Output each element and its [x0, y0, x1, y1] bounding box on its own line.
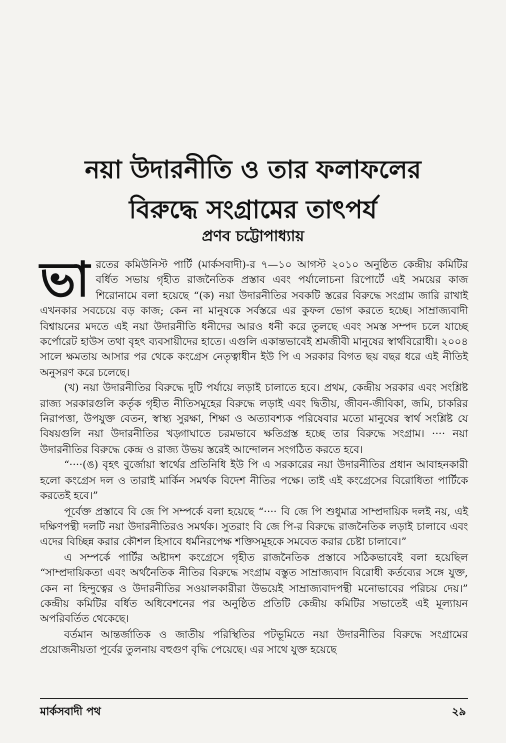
journal-name: মার্কসবাদী পথ — [40, 705, 101, 718]
paragraph-3: “····(ঙ) বৃহৎ বুর্জোয়া স্বার্থের প্রতিনিধি ইউ পি এ সরকারের নয়া উদারনীতির প্রধান আবাহনকারী হলো কংগ্রেস দল ও তারাই মার্কিন সমর্থক বিদেশ নীতির পক্ষে। তাই এই কংগ্রেসের বিরোধিতা পার্টিকে করতেই হবে।” — [40, 459, 468, 503]
paragraph-5: এ সম্পর্কে পার্টির অষ্টাদশ কংগ্রেসে গৃহীত রাজনৈতিক প্রস্তাবে সঠিকভাবেই বলা হয়েছিল “সাম্প্রদায়িকতা এবং অর্থনৈতিক নীতির বিরুদ্ধে সংগ্রাম বস্তুত সাম্রাজ্যবাদ বিরোধী কর্তব্যের সঙ্গে যুক্ত, কেন না হিন্দুত্বের ও উদারনীতির সওয়ালকারীরা উভয়েই সাম্রাজ্যবাদপন্থী মনোভাবের পরিচয় দেয়।” কেন্দ্রীয় কমিটির বর্ধিত অধিবেশনের পর অনুষ্ঠিত প্রতিটি কেন্দ্রীয় কমিটির সভাতেই এই মূল্যায়ন অপরিবর্তিত থেকেছে। — [40, 551, 468, 626]
footer-divider — [40, 698, 468, 699]
paragraph-1 — [40, 252, 468, 381]
drop-cap: ভা — [40, 252, 90, 308]
article-title-line-1: নয়া উদারনীতি ও তার ফলাফলের — [84, 155, 422, 184]
paragraph-1-text: রতের কমিউনিস্ট পার্টি (মার্কসবাদী)-র ৭—১০ আগস্ট ২০১০ অনুষ্ঠিত কেন্দ্রীয় কমিটির বর্ধিত সভায় গৃহীত রাজনৈতিক প্রস্তাব এবং পর্যালোচনা রিপোর্টে এই সময়ের কাজ শিরোনামে বলা হয়েছে “(ক) নয়া উদারনীতির সবকটি স্তরের বিরুদ্ধে সংগ্রাম জারি রাখাই এখনকার সবচেয়ে বড় কাজ; কেন না মানুষকে সর্বস্তরে এর কুফল ভোগ করতে হচ্ছে। সাম্রাজ্যবাদী বিশ্বায়নের মদতে এই নয়া উদারনীতি ধনীদের আরও ধনী করে তুলছে এবং সমস্ত সম্পদ চলে যাচ্ছে কর্পোরেট হাউস তথা বৃহৎ ব্যবসায়ীদের হাতে। এগুলি একান্তভাবেই শ্রমজীবী মানুষের স্বার্থবিরোধী। ২০০৪ সালে ক্ষমতায় আসার পর থেকে কংগ্রেস নেতৃত্বাধীন ইউ পি এ সরকার বিগত ছয় বছর ধরে এই নীতিই অনুসরণ করে চলেছে। — [40, 259, 468, 379]
article-body — [40, 252, 468, 659]
author-name: প্রণব চট্টোপাধ্যায় — [201, 227, 305, 245]
paragraph-6: বর্তমান আন্তর্জাতিক ও জাতীয় পরিস্থিতির পটভূমিতে নয়া উদারনীতির বিরুদ্ধে সংগ্রামের প্রয়োজনীয়তা পূর্বের তুলনায় বহুগুণ বৃদ্ধি পেয়েছে। এর সাথে যুক্ত হয়েছে — [40, 628, 468, 657]
page-number: ২৯ — [451, 705, 466, 718]
article-title-line-2: বিরুদ্ধে সংগ্রামের তাৎপর্য — [129, 195, 377, 224]
paragraph-2: (খ) নয়া উদারনীতির বিরুদ্ধে দুটি পর্যায়ে লড়াই চালাতে হবে। প্রথম, কেন্দ্রীয় সরকার এবং সংশ্লিষ্ট রাজ্য সরকারগুলি কর্তৃক গৃহীত নীতিসমূহের বিরুদ্ধে লড়াই এবং দ্বিতীয়, জীবন-জীবিকা, জমি, চাকরির নিরাপত্তা, উপযুক্ত বেতন, স্বাস্থ্য সুরক্ষা, শিক্ষা ও অত্যাবশ্যক পরিষেবার মতো মানুষের স্বার্থ সংশ্লিষ্ট যে বিষয়গুলি নয়া উদারনীতির খড়্গাঘাতে চরমভাবে ক্ষতিগ্রস্ত হচ্ছে তার বিরুদ্ধে সংগ্রাম। ···· নয়া উদারনীতির বিরুদ্ধে কেন্দ্র ও রাজ্য উভয় স্তরেই আন্দোলন সংগঠিত করতে হবে। — [40, 382, 468, 456]
paragraph-4: পূর্বেক্ত প্রস্তাবে বি জে পি সম্পর্কে বলা হয়েছে “···· বি জে পি শুধুমাত্র সাম্প্রদায়িক দলই নয়, এই দক্ষিণপন্থী দলটি নয়া উদারনীতিরও সমর্থক। সুতরাং বি জে পি-র বিরুদ্ধে রাজনৈতিক লড়াই চালাবে এবং এদের বিচ্ছিন্ন করার কৌশল হিসাবে ধর্মনিরপেক্ষ শক্তিসমূহকে সমবেত করার চেষ্টা চালাবে।” — [40, 505, 468, 549]
